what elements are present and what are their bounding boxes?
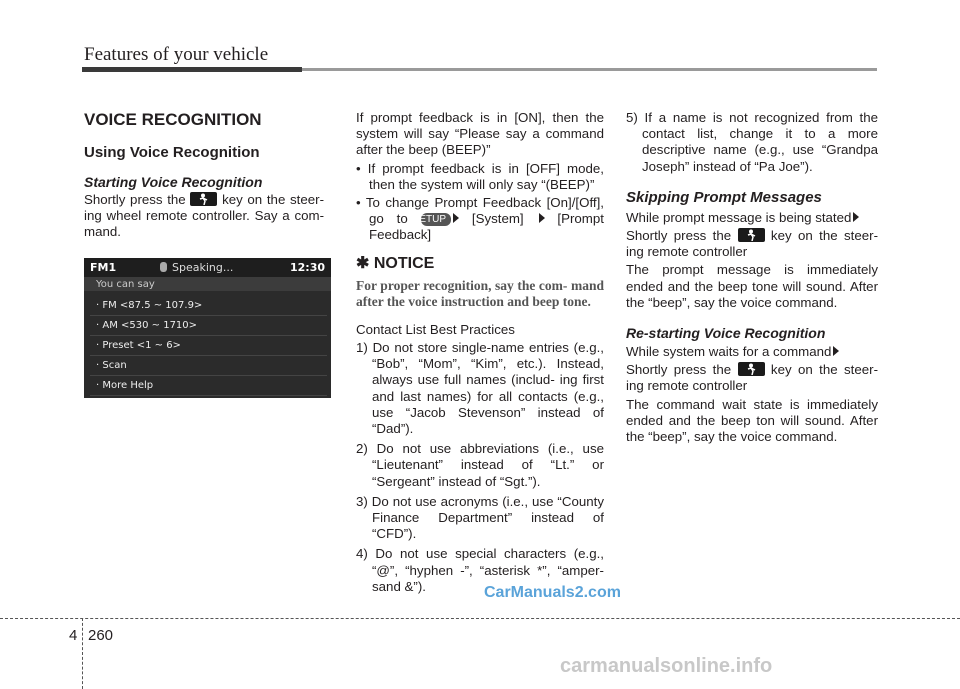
talk-button-icon (190, 192, 217, 206)
text: While prompt message is being stated (626, 209, 852, 225)
subsection-title: Using Voice Recognition (84, 144, 260, 161)
text: • To change Prompt Feedback [On]/[Off], go to (356, 195, 604, 227)
footer-rule (0, 618, 960, 619)
list-item: · More Help (90, 376, 327, 396)
paragraph (84, 192, 324, 241)
notice-heading: ✱ NOTICE (356, 254, 435, 272)
topic-title: Starting Voice Recognition (84, 174, 263, 190)
text: Shortly press the (84, 192, 186, 207)
list-item: · FM <87.5 ~ 107.9> (90, 296, 327, 316)
text: [System] (471, 211, 524, 227)
text: [Prompt Feedback] (369, 211, 604, 243)
paragraph (626, 344, 878, 360)
column-1 (84, 110, 324, 243)
header-rule-light (302, 68, 877, 71)
arrow-right-icon (833, 346, 839, 356)
list-item: · Preset <1 ~ 6> (90, 336, 327, 356)
list-item: 2) Do not use abbreviations (i.e., use “Lieutenant” instead of “Lt.” or “Sergeant” instead of “Sgt.”). (356, 441, 604, 489)
topic-title: Re-starting Voice Recognition (626, 325, 826, 342)
watermark-link[interactable]: CarManuals2.com (484, 584, 621, 601)
chapter-number: 4 (69, 627, 78, 644)
clock: 12:30 (289, 261, 325, 274)
band-label: FM1 (90, 261, 117, 274)
paragraph (626, 362, 878, 394)
page-number: 260 (88, 627, 114, 644)
list-item: · Scan (90, 356, 327, 376)
bullet-item (356, 195, 604, 244)
arrow-right-icon (539, 213, 545, 223)
column-3 (626, 110, 878, 447)
topic-title: Skipping Prompt Messages (626, 188, 822, 206)
header-rule-dark (82, 67, 302, 72)
footer-divider (82, 618, 83, 689)
talk-button-icon (738, 362, 765, 376)
text: While system waits for a command (626, 344, 832, 360)
speaking-status: Speaking... (172, 261, 234, 274)
bullet-item: • If prompt feedback is in [OFF] mode, then the system will only say “(BEEP)” (356, 160, 604, 192)
list-item: 3) Do not use acronyms (i.e., use “County Finance Department” instead of “CFD”). (356, 493, 604, 542)
setup-key-icon: SETUP (421, 213, 451, 226)
text: key on the steer- ing wheel remote controller. Say a com- mand. (84, 192, 325, 240)
audio-display-screen (84, 258, 331, 398)
text: Shortly press the (626, 228, 732, 244)
paragraph: The prompt message is immediately ended and the beep tone will sound. After the “beep”, say the voice command. (626, 262, 878, 310)
text: key on the steer- ing remote controller (626, 362, 879, 394)
page-header-title: Features of your vehicle (84, 44, 269, 65)
text: Shortly press the (626, 362, 732, 378)
command-list (90, 296, 327, 396)
notice-body: For proper recognition, say the com- mand after the voice instruction and beep tone. (356, 277, 604, 309)
arrow-right-icon (453, 213, 459, 223)
paragraph (626, 228, 878, 260)
paragraph: The command wait state is immediately ended and the beep ton will sound. After the “beep”, say the voice command. (626, 396, 878, 445)
watermark-text: carmanualsonline.info (560, 655, 773, 677)
arrow-right-icon (853, 212, 859, 222)
screen-status-bar (84, 258, 331, 277)
list-title: Contact List Best Practices (356, 321, 515, 337)
section-title: VOICE RECOGNITION (84, 110, 262, 129)
paragraph: If prompt feedback is in [ON], then the system will say “Please say a command after the beep (BEEP)” (356, 110, 604, 158)
list-item: 5) If a name is not recognized from the contact list, change it to a more descriptive name (e.g., use “Grandpa Joseph” instead of “Pa Joe”). (626, 110, 878, 174)
paragraph (626, 210, 878, 226)
microphone-icon (160, 262, 167, 272)
you-can-say-label: You can say (96, 279, 155, 290)
list-item: · AM <530 ~ 1710> (90, 316, 327, 336)
talk-button-icon (738, 228, 765, 242)
list-item: 4) Do not use special characters (e.g., “@”, “hyphen -”, “asterisk *”, “amper- sand &”). (356, 546, 604, 594)
list-item: 1) Do not store single-name entries (e.g., “Bob”, “Mom”, “Kim”, etc.). Instead, always use full names (includ- ing first and last names) for all contacts (e.g., use “Jacob Stevenson” instead of “Dad”). (356, 340, 604, 437)
column-2 (356, 110, 604, 599)
text: key on the steer- ing remote controller (626, 228, 879, 260)
